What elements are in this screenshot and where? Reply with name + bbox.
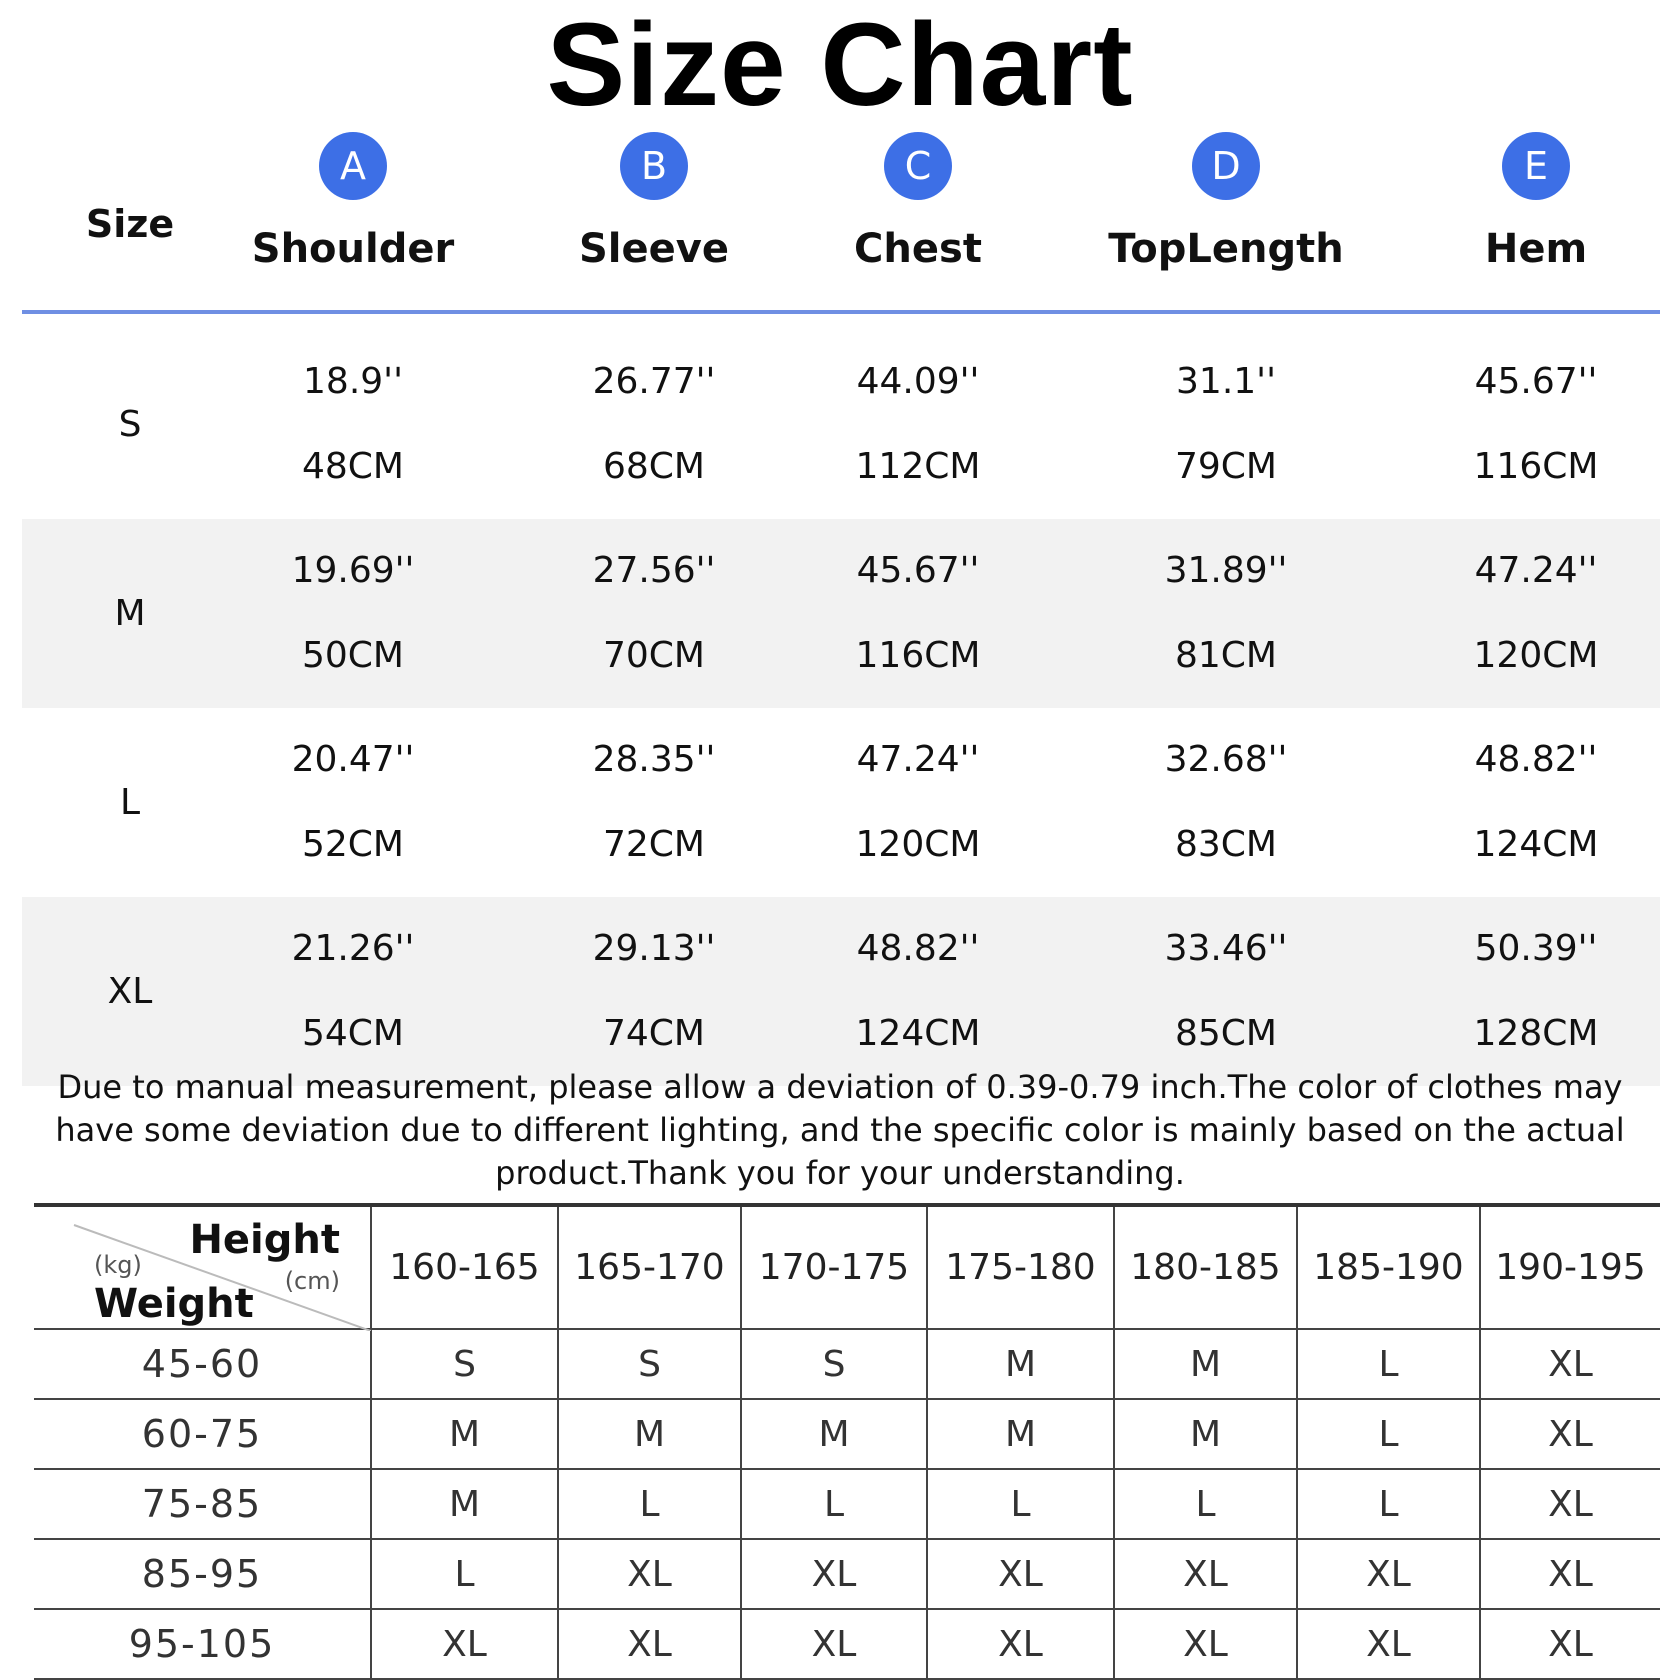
cell-cm: 81CM	[1174, 635, 1277, 676]
size-cell: L	[558, 1469, 741, 1539]
column-shoulder	[203, 128, 503, 274]
weight-axis-label: Weight	[94, 1281, 254, 1327]
cell-cm: 112CM	[855, 446, 981, 487]
size-cell: XL	[1114, 1609, 1297, 1679]
cell-cm: 68CM	[602, 446, 705, 487]
badge-b: B	[620, 132, 688, 200]
header-divider	[22, 310, 1660, 314]
column-toplength	[1076, 128, 1376, 274]
measurement-table	[22, 128, 1660, 1086]
cell-cm: 79CM	[1174, 446, 1277, 487]
cell-cm: 124CM	[1473, 824, 1599, 865]
size-cell: L	[741, 1469, 927, 1539]
weight-range: 85-95	[34, 1539, 371, 1609]
height-range: 160-165	[371, 1205, 558, 1329]
size-cell: M	[371, 1469, 558, 1539]
size-cell: L	[1297, 1469, 1480, 1539]
cell-cm: 85CM	[1174, 1013, 1277, 1054]
height-axis-label: Height	[189, 1217, 340, 1263]
cell-inch: 45.67''	[856, 550, 980, 591]
badge-a: A	[319, 132, 387, 200]
cell-inch: 21.26''	[291, 928, 415, 969]
row-size: XL	[107, 971, 153, 1012]
cell-cm: 54CM	[301, 1013, 404, 1054]
column-sleeve	[504, 128, 804, 274]
size-cell: M	[1114, 1399, 1297, 1469]
cell-inch: 32.68''	[1164, 739, 1288, 780]
size-cell: S	[741, 1329, 927, 1399]
table-row	[22, 519, 1660, 708]
size-cell: L	[927, 1469, 1114, 1539]
page-title: Size Chart	[546, 0, 1134, 131]
size-cell: XL	[1114, 1539, 1297, 1609]
table-row	[34, 1399, 1660, 1469]
corner-cell	[34, 1205, 371, 1329]
row-size: S	[118, 404, 142, 445]
cell-cm: 70CM	[602, 635, 705, 676]
weight-unit-label: (kg)	[94, 1251, 142, 1279]
size-column-label: Size	[85, 202, 175, 246]
measurement-header	[22, 128, 1660, 310]
cell-inch: 27.56''	[592, 550, 716, 591]
size-cell: M	[741, 1399, 927, 1469]
column-label-toplength: TopLength	[1108, 226, 1344, 272]
table-row	[22, 330, 1660, 519]
cell-inch: 29.13''	[592, 928, 716, 969]
cell-inch: 33.46''	[1164, 928, 1288, 969]
cell-cm: 116CM	[1473, 446, 1599, 487]
size-cell: XL	[741, 1609, 927, 1679]
size-cell: XL	[1480, 1609, 1660, 1679]
size-cell: M	[1114, 1329, 1297, 1399]
cell-inch: 47.24''	[856, 739, 980, 780]
column-label-shoulder: Shoulder	[251, 226, 455, 272]
size-cell: XL	[558, 1539, 741, 1609]
cell-cm: 74CM	[602, 1013, 705, 1054]
cell-cm: 128CM	[1473, 1013, 1599, 1054]
cell-cm: 120CM	[855, 824, 981, 865]
size-cell: XL	[1480, 1399, 1660, 1469]
table-row	[34, 1329, 1660, 1399]
row-size: L	[119, 782, 141, 823]
cell-cm: 50CM	[301, 635, 404, 676]
cell-inch: 44.09''	[856, 361, 980, 402]
table-row	[34, 1609, 1660, 1679]
size-cell: XL	[927, 1539, 1114, 1609]
height-range: 170-175	[741, 1205, 927, 1329]
size-cell: S	[558, 1329, 741, 1399]
cell-cm: 124CM	[855, 1013, 981, 1054]
measurement-note: Due to manual measurement, please allow a deviation of 0.39-0.79 inch.The color of clothes may have some deviation due to different lighting, and the specific color is mainly based on the actual product.Thank you for your understanding.	[55, 1068, 1625, 1192]
cell-cm: 52CM	[301, 824, 404, 865]
cell-cm: 72CM	[602, 824, 705, 865]
cell-inch: 26.77''	[592, 361, 716, 402]
size-cell: M	[927, 1329, 1114, 1399]
cell-cm: 120CM	[1473, 635, 1599, 676]
cell-inch: 45.67''	[1474, 361, 1598, 402]
size-cell: XL	[371, 1609, 558, 1679]
size-cell: XL	[741, 1539, 927, 1609]
cell-inch: 28.35''	[592, 739, 716, 780]
badge-c: C	[884, 132, 952, 200]
size-cell: L	[1297, 1399, 1480, 1469]
size-cell: XL	[1297, 1609, 1480, 1679]
row-size: M	[114, 593, 146, 634]
height-header-row	[34, 1205, 1660, 1329]
column-label-sleeve: Sleeve	[579, 226, 729, 272]
size-cell: M	[927, 1399, 1114, 1469]
size-cell: XL	[1480, 1539, 1660, 1609]
height-range: 190-195	[1480, 1205, 1660, 1329]
column-chest	[768, 128, 1068, 274]
cell-inch: 31.89''	[1164, 550, 1288, 591]
cell-inch: 48.82''	[1474, 739, 1598, 780]
size-cell: XL	[1480, 1469, 1660, 1539]
cell-inch: 50.39''	[1474, 928, 1598, 969]
size-cell: L	[1297, 1329, 1480, 1399]
column-label-chest: Chest	[854, 226, 982, 272]
size-cell: M	[371, 1399, 558, 1469]
cell-inch: 19.69''	[291, 550, 415, 591]
size-cell: XL	[1297, 1539, 1480, 1609]
cell-inch: 18.9''	[303, 361, 403, 402]
badge-e: E	[1502, 132, 1570, 200]
height-unit-label: (cm)	[284, 1267, 340, 1295]
cell-inch: 48.82''	[856, 928, 980, 969]
badge-d: D	[1192, 132, 1260, 200]
weight-range: 95-105	[34, 1609, 371, 1679]
weight-range: 60-75	[34, 1399, 371, 1469]
height-range: 185-190	[1297, 1205, 1480, 1329]
cell-inch: 47.24''	[1474, 550, 1598, 591]
height-range: 175-180	[927, 1205, 1114, 1329]
size-cell: XL	[1480, 1329, 1660, 1399]
size-cell: L	[1114, 1469, 1297, 1539]
cell-inch: 20.47''	[291, 739, 415, 780]
size-cell: L	[371, 1539, 558, 1609]
table-row	[34, 1469, 1660, 1539]
column-label-hem: Hem	[1484, 226, 1588, 272]
size-cell: XL	[558, 1609, 741, 1679]
column-hem	[1386, 128, 1680, 274]
height-range: 180-185	[1114, 1205, 1297, 1329]
weight-range: 75-85	[34, 1469, 371, 1539]
size-cell: S	[371, 1329, 558, 1399]
cell-cm: 83CM	[1174, 824, 1277, 865]
size-cell: XL	[927, 1609, 1114, 1679]
table-row	[22, 897, 1660, 1086]
cell-inch: 31.1''	[1176, 361, 1276, 402]
size-recommendation-table	[34, 1203, 1660, 1680]
measurement-body	[22, 330, 1660, 1086]
size-cell: M	[558, 1399, 741, 1469]
height-range: 165-170	[558, 1205, 741, 1329]
cell-cm: 48CM	[301, 446, 404, 487]
table-row	[22, 708, 1660, 897]
weight-range: 45-60	[34, 1329, 371, 1399]
table-row	[34, 1539, 1660, 1609]
cell-cm: 116CM	[855, 635, 981, 676]
